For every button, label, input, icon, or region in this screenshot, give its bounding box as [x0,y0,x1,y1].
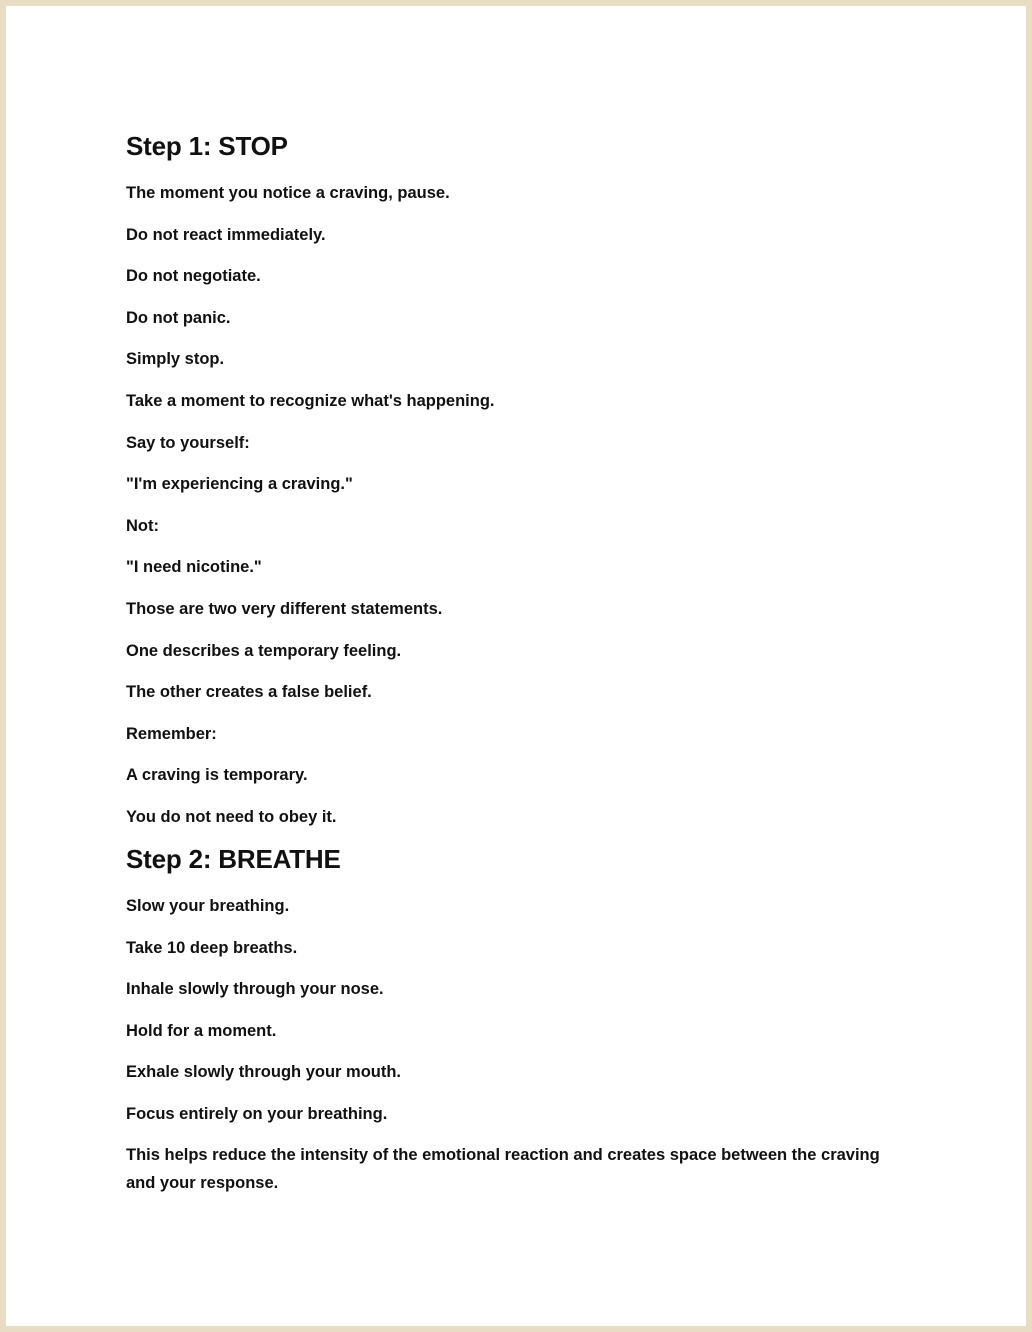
paragraph: You do not need to obey it. [126,807,337,826]
document-page [6,6,1026,1326]
section-step-2 [126,843,886,1198]
document-content [126,130,886,1197]
section-heading: Step 2: BREATHE [126,843,341,874]
paragraph: Inhale slowly through your nose. [126,980,384,999]
paragraph: Take 10 deep breaths. [126,938,298,957]
paragraph: Hold for a moment. [126,1021,277,1040]
section-heading: Step 1: STOP [126,131,288,161]
paragraph: Those are two very different statements. [126,599,443,618]
paragraph: Slow your breathing. [126,896,290,915]
paragraph: Do not react immediately. [126,225,326,244]
paragraph: "I'm experiencing a craving." [126,475,353,494]
paragraph: The other creates a false belief. [126,683,372,702]
paragraph: This helps reduce the intensity of the emotional reaction and creates space between the craving and your response. [126,1146,880,1193]
paragraph: Do not negotiate. [126,267,261,286]
paragraph: A craving is temporary. [126,766,308,785]
paragraph: Focus entirely on your breathing. [126,1104,388,1123]
paragraph: Remember: [126,724,217,743]
paragraph: One describes a temporary feeling. [126,641,402,660]
paragraph: Exhale slowly through your mouth. [126,1063,402,1082]
paragraph: Not: [126,516,159,535]
paragraph: Say to yourself: [126,433,250,452]
section-step-1 [126,130,886,831]
paragraph: "I need nicotine." [126,558,262,577]
paragraph: Do not panic. [126,308,231,327]
paragraph: Take a moment to recognize what's happening. [126,391,495,410]
paragraph: The moment you notice a craving, pause. [126,184,450,202]
paragraph: Simply stop. [126,350,225,369]
